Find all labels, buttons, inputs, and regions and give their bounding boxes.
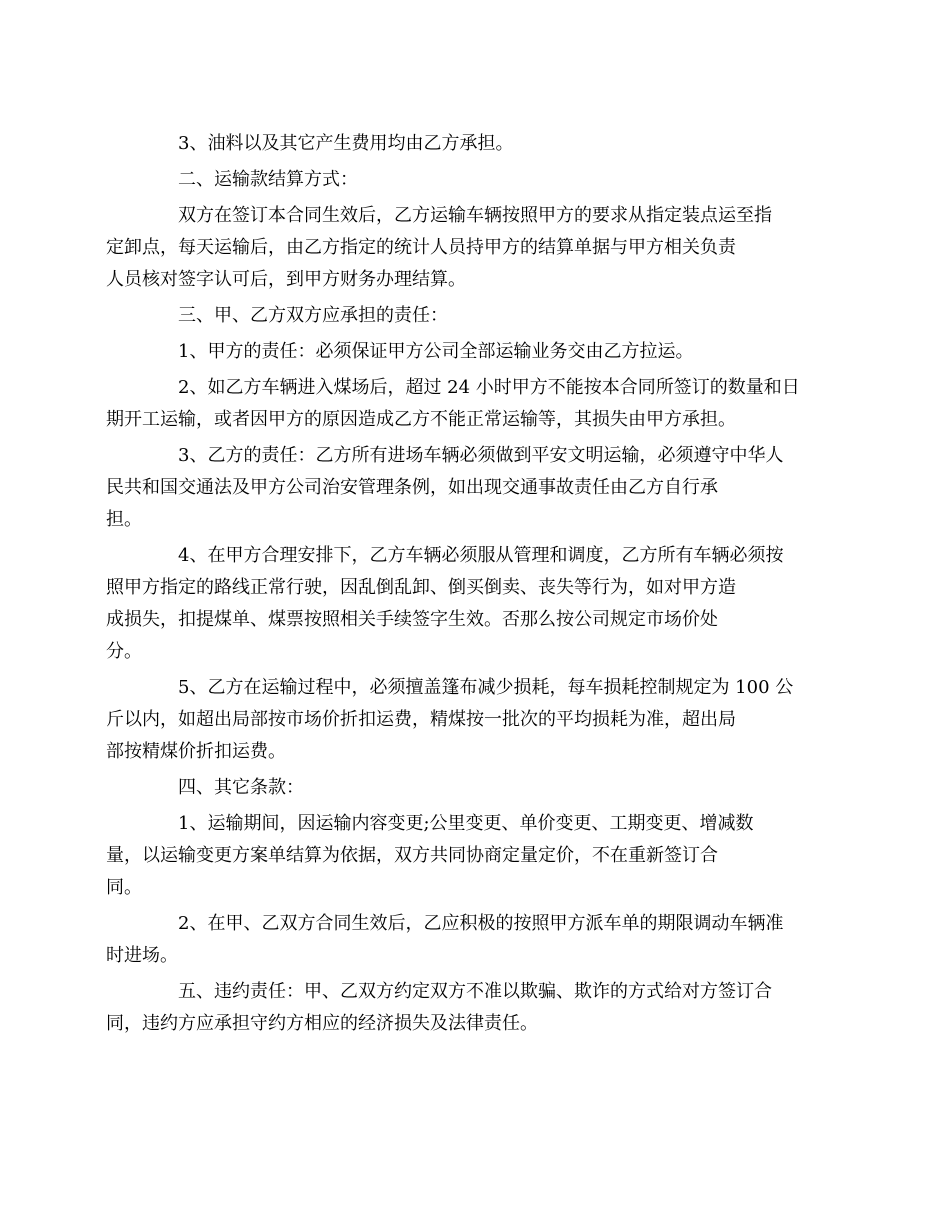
paragraph-line: 五、违约责任：甲、乙双方约定双方不准以欺骗、欺诈的方式给对方签订合 (178, 981, 772, 1002)
paragraph (106, 976, 812, 1040)
paragraph-line: 1、甲方的责任：必须保证甲方公司全部运输业务交由乙方拉运。 (178, 341, 694, 362)
paragraph-line: 部按精煤价折扣运费。 (106, 741, 286, 762)
paragraph-line: 3、乙方的责任：乙方所有进场车辆必须做到平安文明运输，必须遵守中华人 (178, 445, 784, 466)
paragraph-line: 5、乙方在运输过程中，必须擅盖篷布减少损耗，每车损耗控制规定为 100 公 (178, 677, 794, 698)
paragraph-line: 成损失，扣提煤单、煤票按照相关手续签字生效。否那么按公司规定市场价处 (106, 609, 718, 630)
paragraph (106, 808, 812, 904)
paragraph-line: 时进场。 (106, 945, 178, 966)
paragraph-line: 三、甲、乙方双方应承担的责任： (178, 305, 448, 326)
paragraph-line: 期开工运输，或者因甲方的原因造成乙方不能正常运输等，其损失由甲方承担。 (106, 409, 736, 430)
paragraph (106, 540, 812, 668)
paragraph (106, 440, 812, 536)
paragraph-line: 人员核对签字认可后，到甲方财务办理结算。 (106, 269, 466, 290)
paragraph-line: 量，以运输变更方案单结算为依据，双方共同协商定量定价，不在重新签订合 (106, 845, 718, 866)
paragraph-line: 4、在甲方合理安排下，乙方车辆必须服从管理和调度，乙方所有车辆必须按 (178, 545, 784, 566)
paragraph-line: 双方在签订本合同生效后，乙方运输车辆按照甲方的要求从指定装点运至指 (178, 205, 772, 226)
paragraph (142, 300, 812, 332)
paragraph-line: 二、运输款结算方式： (178, 169, 358, 190)
paragraph-line: 担。 (106, 509, 142, 530)
paragraph-line: 3、油料以及其它产生费用均由乙方承担。 (178, 133, 514, 154)
paragraph (142, 336, 812, 368)
paragraph-line: 分。 (106, 641, 142, 662)
paragraph (106, 372, 812, 436)
paragraph-line: 斤以内，如超出局部按市场价折扣运费，精煤按一批次的平均损耗为准，超出局 (106, 709, 736, 730)
paragraph (142, 164, 812, 196)
paragraph-line: 2、如乙方车辆进入煤场后，超过 24 小时甲方不能按本合同所签订的数量和日 (178, 377, 800, 398)
paragraph-line: 同，违约方应承担守约方相应的经济损失及法律责任。 (106, 1013, 538, 1034)
paragraph-line: 照甲方指定的路线正常行驶，因乱倒乱卸、倒买倒卖、丧失等行为，如对甲方造 (106, 577, 736, 598)
paragraph (106, 908, 812, 972)
paragraph (142, 772, 812, 804)
paragraph (142, 128, 812, 160)
paragraph-line: 2、在甲、乙双方合同生效后，乙应积极的按照甲方派车单的期限调动车辆准 (178, 913, 784, 934)
paragraph (106, 672, 812, 768)
paragraph (106, 200, 812, 296)
paragraph-line: 定卸点，每天运输后，由乙方指定的统计人员持甲方的结算单据与甲方相关负责 (106, 237, 736, 258)
paragraph-line: 同。 (106, 877, 142, 898)
paragraph-line: 民共和国交通法及甲方公司治安管理条例，如出现交通事故责任由乙方自行承 (106, 477, 718, 498)
paragraph-line: 1、运输期间，因运输内容变更;公里变更、单价变更、工期变更、增减数 (178, 813, 754, 834)
document-page (106, 128, 812, 1044)
paragraph-line: 四、其它条款： (178, 777, 304, 798)
